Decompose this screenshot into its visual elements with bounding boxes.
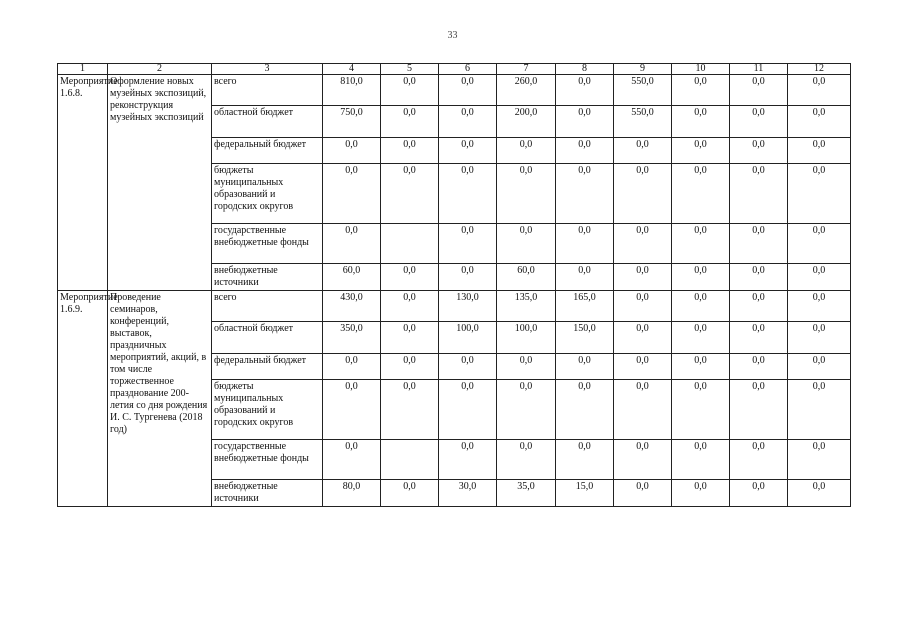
funding-source: областной бюджет (212, 322, 323, 354)
column-header: 4 (323, 64, 381, 75)
value-cell: 0,0 (439, 164, 497, 224)
page-number: 33 (447, 30, 458, 41)
value-cell: 0,0 (730, 322, 788, 354)
value-cell: 0,0 (439, 440, 497, 480)
value-cell: 0,0 (614, 480, 672, 507)
value-cell: 0,0 (556, 164, 614, 224)
value-cell: 0,0 (381, 291, 439, 322)
table-row (58, 291, 851, 322)
value-cell: 0,0 (556, 354, 614, 380)
column-header: 5 (381, 64, 439, 75)
value-cell: 0,0 (556, 138, 614, 164)
value-cell: 0,0 (556, 380, 614, 440)
value-cell: 0,0 (497, 224, 556, 264)
funding-source: всего (212, 291, 323, 322)
value-cell: 0,0 (439, 106, 497, 138)
value-cell: 0,0 (497, 354, 556, 380)
value-cell: 0,0 (323, 138, 381, 164)
value-cell: 0,0 (381, 106, 439, 138)
value-cell: 0,0 (614, 224, 672, 264)
funding-source: бюджеты муниципальных образований и городских округов (212, 164, 323, 224)
table-row (58, 75, 851, 106)
column-header: 10 (672, 64, 730, 75)
funding-source: федеральный бюджет (212, 354, 323, 380)
value-cell: 165,0 (556, 291, 614, 322)
column-header: 1 (58, 64, 108, 75)
value-cell: 150,0 (556, 322, 614, 354)
value-cell: 0,0 (556, 440, 614, 480)
value-cell: 0,0 (788, 138, 851, 164)
value-cell: 0,0 (381, 480, 439, 507)
value-cell: 0,0 (323, 440, 381, 480)
value-cell: 100,0 (497, 322, 556, 354)
funding-source: бюджеты муниципальных образований и городских округов (212, 380, 323, 440)
value-cell: 0,0 (672, 224, 730, 264)
value-cell: 0,0 (381, 138, 439, 164)
value-cell: 0,0 (788, 164, 851, 224)
value-cell: 750,0 (323, 106, 381, 138)
funding-source: федеральный бюджет (212, 138, 323, 164)
funding-source: всего (212, 75, 323, 106)
value-cell: 0,0 (788, 354, 851, 380)
value-cell: 0,0 (614, 164, 672, 224)
value-cell: 0,0 (788, 75, 851, 106)
column-header: 9 (614, 64, 672, 75)
value-cell: 350,0 (323, 322, 381, 354)
value-cell (381, 440, 439, 480)
value-cell: 0,0 (672, 291, 730, 322)
value-cell: 0,0 (497, 138, 556, 164)
value-cell: 0,0 (672, 440, 730, 480)
value-cell: 810,0 (323, 75, 381, 106)
value-cell: 0,0 (788, 291, 851, 322)
measure-title: Проведение семинаров, конференций, выставок, праздничных мероприятий, акций, в том числе торжественное празднование 200-летия со дня рождения И. С. Тургенева (2018 год) (108, 291, 212, 507)
value-cell (381, 224, 439, 264)
measure-code: Мероприятие 1.6.8. (58, 75, 108, 291)
value-cell: 0,0 (497, 440, 556, 480)
value-cell: 0,0 (614, 440, 672, 480)
value-cell: 0,0 (788, 106, 851, 138)
value-cell: 0,0 (672, 380, 730, 440)
value-cell: 0,0 (439, 75, 497, 106)
value-cell: 80,0 (323, 480, 381, 507)
funding-source: государственные внебюджетные фонды (212, 440, 323, 480)
value-cell: 0,0 (556, 264, 614, 291)
value-cell: 0,0 (439, 224, 497, 264)
funding-source: государственные внебюджетные фонды (212, 224, 323, 264)
value-cell: 0,0 (381, 75, 439, 106)
column-header: 6 (439, 64, 497, 75)
value-cell: 0,0 (672, 480, 730, 507)
value-cell: 0,0 (672, 322, 730, 354)
value-cell: 0,0 (556, 224, 614, 264)
value-cell: 35,0 (497, 480, 556, 507)
value-cell: 0,0 (381, 264, 439, 291)
value-cell: 0,0 (614, 264, 672, 291)
value-cell: 0,0 (614, 138, 672, 164)
funding-source: областной бюджет (212, 106, 323, 138)
value-cell: 0,0 (556, 106, 614, 138)
value-cell: 0,0 (730, 291, 788, 322)
value-cell: 0,0 (788, 264, 851, 291)
value-cell: 60,0 (323, 264, 381, 291)
measure-title: Оформление новых музейных экспозиций, реконструкция музейных экспозиций (108, 75, 212, 291)
value-cell: 30,0 (439, 480, 497, 507)
value-cell: 0,0 (381, 322, 439, 354)
value-cell: 0,0 (672, 164, 730, 224)
value-cell: 0,0 (788, 380, 851, 440)
value-cell: 0,0 (556, 75, 614, 106)
value-cell: 0,0 (730, 380, 788, 440)
value-cell: 0,0 (730, 440, 788, 480)
value-cell: 0,0 (439, 138, 497, 164)
value-cell: 0,0 (730, 224, 788, 264)
value-cell: 15,0 (556, 480, 614, 507)
value-cell: 135,0 (497, 291, 556, 322)
value-cell: 130,0 (439, 291, 497, 322)
value-cell: 0,0 (439, 380, 497, 440)
value-cell: 200,0 (497, 106, 556, 138)
value-cell: 550,0 (614, 75, 672, 106)
value-cell: 0,0 (439, 354, 497, 380)
value-cell: 0,0 (730, 354, 788, 380)
value-cell: 0,0 (730, 480, 788, 507)
measure-code: Мероприятие 1.6.9. (58, 291, 108, 507)
column-header: 7 (497, 64, 556, 75)
value-cell: 0,0 (730, 106, 788, 138)
column-header: 12 (788, 64, 851, 75)
value-cell: 0,0 (381, 380, 439, 440)
value-cell: 0,0 (439, 264, 497, 291)
value-cell: 0,0 (614, 322, 672, 354)
value-cell: 0,0 (497, 164, 556, 224)
value-cell: 0,0 (788, 224, 851, 264)
budget-table (57, 63, 851, 507)
value-cell: 0,0 (614, 354, 672, 380)
value-cell: 100,0 (439, 322, 497, 354)
column-header: 3 (212, 64, 323, 75)
value-cell: 0,0 (788, 440, 851, 480)
value-cell: 0,0 (730, 75, 788, 106)
value-cell: 0,0 (323, 224, 381, 264)
value-cell: 260,0 (497, 75, 556, 106)
funding-source: внебюджетные источники (212, 264, 323, 291)
value-cell: 0,0 (672, 264, 730, 291)
value-cell: 0,0 (323, 354, 381, 380)
value-cell: 0,0 (323, 380, 381, 440)
value-cell: 0,0 (788, 480, 851, 507)
value-cell: 430,0 (323, 291, 381, 322)
value-cell: 0,0 (672, 106, 730, 138)
column-header: 11 (730, 64, 788, 75)
value-cell: 550,0 (614, 106, 672, 138)
value-cell: 0,0 (788, 322, 851, 354)
value-cell: 0,0 (672, 354, 730, 380)
value-cell: 0,0 (730, 164, 788, 224)
value-cell: 0,0 (730, 264, 788, 291)
value-cell: 0,0 (323, 164, 381, 224)
header-row (58, 64, 851, 75)
value-cell: 60,0 (497, 264, 556, 291)
column-header: 8 (556, 64, 614, 75)
funding-source: внебюджетные источники (212, 480, 323, 507)
value-cell: 0,0 (381, 164, 439, 224)
value-cell: 0,0 (381, 354, 439, 380)
value-cell: 0,0 (614, 380, 672, 440)
value-cell: 0,0 (672, 138, 730, 164)
value-cell: 0,0 (672, 75, 730, 106)
value-cell: 0,0 (730, 138, 788, 164)
value-cell: 0,0 (497, 380, 556, 440)
value-cell: 0,0 (614, 291, 672, 322)
column-header: 2 (108, 64, 212, 75)
